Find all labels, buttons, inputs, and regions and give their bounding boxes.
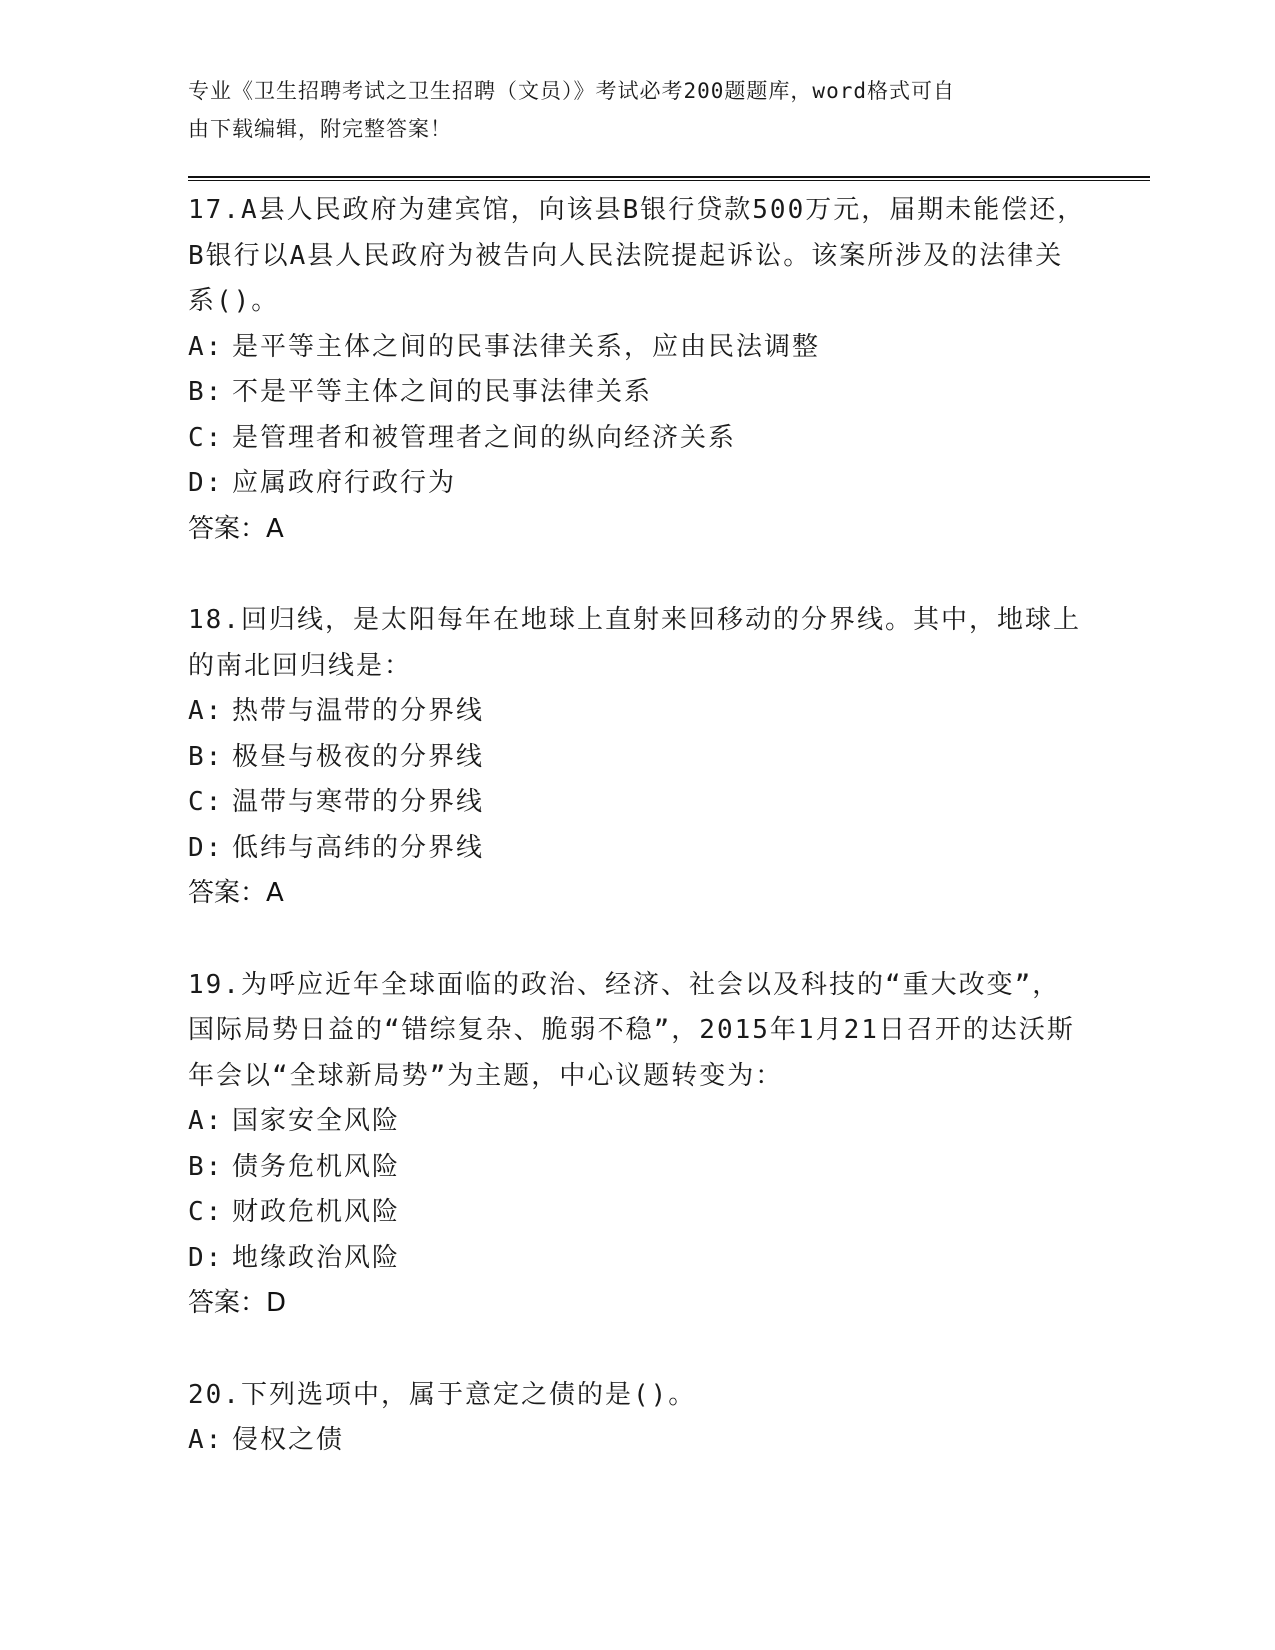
option-a [188,325,1088,371]
option-a [188,1099,1088,1145]
question-stem: 20.下列选项中，属于意定之债的是()。 [188,1379,697,1410]
option-b [188,370,1088,416]
option-key: A: [188,1425,224,1455]
option-key: C: [188,422,224,453]
option-text: 是平等主体之间的民事法律关系，应由民法调整 [232,331,821,362]
option-key: C: [188,1197,224,1227]
option-key: B: [188,1151,224,1182]
option-text: 债务危机风险 [232,1151,401,1182]
option-key: D: [188,468,224,498]
header-divider [188,176,1150,181]
option-a [188,689,1088,735]
option-text: 温带与寒带的分界线 [232,787,485,817]
option-text: 国家安全风险 [232,1106,401,1136]
option-text: 地缘政治风险 [232,1242,401,1273]
answer-line: 答案：A [188,513,284,544]
option-c [188,780,1088,826]
question-list [188,188,1088,1510]
option-key: D: [188,1242,224,1273]
option-key: B: [188,741,224,772]
question-20 [188,1373,1088,1464]
option-key: D: [188,832,224,863]
option-key: A: [188,331,224,362]
question-18 [188,598,1088,917]
question-stem: 17.A县人民政府为建宾馆，向该县B银行贷款500万元，届期未能偿还，B银行以A县人民政府为被告向人民法院提起诉讼。该案所涉及的法律关系()。 [188,195,1086,316]
answer-line: 答案：A [188,878,284,908]
header-line-1: 专业《卫生招聘考试之卫生招聘（文员）》考试必考200题题库，word格式可自 [188,79,955,103]
option-text: 应属政府行政行为 [232,468,457,498]
option-d [188,826,1088,872]
option-d [188,1236,1088,1282]
option-key: A: [188,696,224,726]
option-text: 低纬与高纬的分界线 [232,832,485,863]
document-header [188,72,1078,148]
option-text: 侵权之债 [232,1425,345,1455]
option-key: B: [188,377,224,407]
header-line-2: 由下载编辑，附完整答案！ [188,117,452,141]
question-17 [188,188,1088,552]
option-text: 极昼与极夜的分界线 [232,741,485,772]
option-text: 热带与温带的分界线 [232,696,485,726]
option-c [188,416,1088,462]
option-text: 不是平等主体之间的民事法律关系 [232,377,653,407]
answer-line: 答案：D [188,1288,287,1318]
question-stem: 19.为呼应近年全球面临的政治、经济、社会以及科技的“重大改变”，国际局势日益的“错综复杂、脆弱不稳”，2015年1月21日召开的达沃斯年会以“全球新局势”为主题，中心议题转变为： [188,969,1075,1091]
option-key: C: [188,787,224,817]
option-key: A: [188,1106,224,1136]
option-b [188,735,1088,781]
question-stem: 18.回归线，是太阳每年在地球上直射来回移动的分界线。其中，地球上的南北回归线是： [188,605,1081,681]
option-text: 财政危机风险 [232,1197,401,1227]
option-a [188,1418,1088,1464]
option-d [188,461,1088,507]
question-19 [188,963,1088,1327]
option-text: 是管理者和被管理者之间的纵向经济关系 [232,422,737,453]
option-b [188,1145,1088,1191]
option-c [188,1190,1088,1236]
